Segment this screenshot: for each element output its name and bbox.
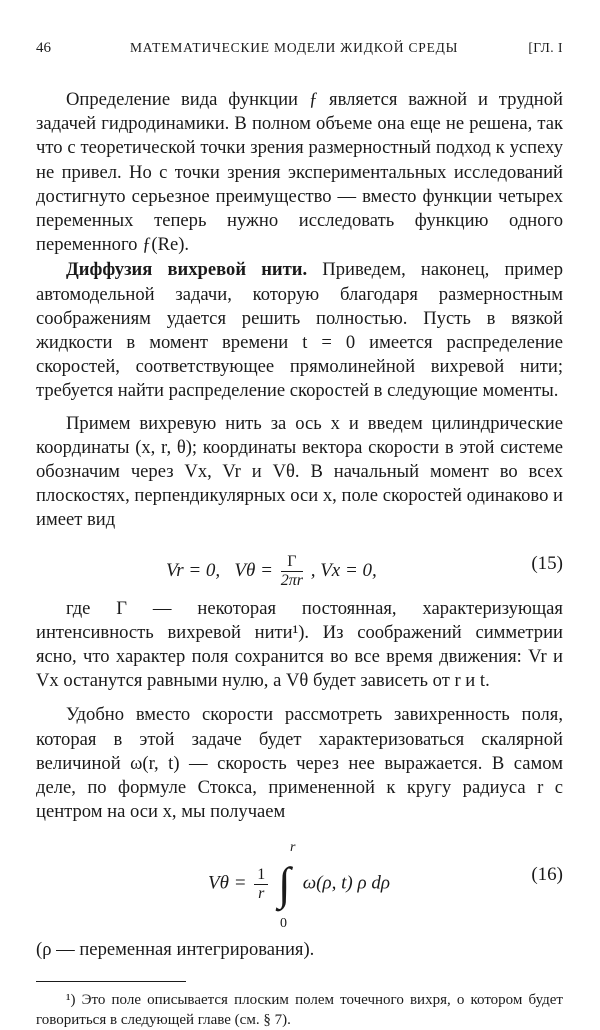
equation-16-body: [208, 840, 390, 932]
paragraph-cylindrical-coordinates: Примем вихревую нить за ось x и введем цилиндрические координаты (x, r, θ); координаты вектора скорости в этой системе обозначим через Vx, Vr и Vθ. В начальный момент во всех плоскостях, перпендикулярных оси x, поле скоростей одинаково и имеет вид: [36, 412, 563, 531]
integral-lower-limit: 0: [280, 916, 288, 932]
eq16-integrand: ω(ρ, t) ρ dρ: [302, 872, 390, 894]
paragraph-body: Приведем, наконец, пример автомодельной задачи, которую благодаря размерностным соображениям удается решить полностью. Пусть в вязкой жидкости в момент времени t = 0 имеется распределение скоростей, соответствующее прямолинейной вихревой нити; требуется найти распределение скоростей в следующие моменты.: [36, 259, 563, 402]
eq15-fraction: [281, 553, 303, 590]
paragraph-heading: Диффузия вихревой нити.: [66, 259, 308, 281]
page-number: 46: [36, 40, 51, 56]
equation-16: [36, 828, 563, 936]
running-header: [36, 30, 563, 56]
footnote: ¹) Это поле описывается плоским полем точечного вихря, о котором будет говориться в следующей главе (см. § 7).: [36, 991, 563, 1028]
paragraph-vortex-diffusion: [36, 258, 563, 403]
running-title: МАТЕМАТИЧЕСКИЕ МОДЕЛИ ЖИДКОЙ СРЕДЫ: [130, 40, 459, 55]
equation-15: [36, 537, 563, 595]
chapter-marker: [ГЛ. I: [528, 40, 563, 55]
paragraph-vorticity: Удобно вместо скорости рассмотреть завихренность поля, которая в этой задаче будет характеризоваться скалярной величиной ω(r, t) — скорость через нее выражается. В самом деле, по формуле Стокса, примененной к кругу радиуса r с центром на оси x, мы получаем: [36, 704, 563, 823]
eq15-denominator: 2πr: [280, 571, 303, 589]
equation-15-body: [166, 553, 377, 590]
paragraph-function-definition: Определение вида функции ƒ является важной и трудной задачей гидродинамики. В полном объеме она еще не решена, так что с теоретической точки зрения размерностный подход к успеху не привел. Но с точки зрения экспериментальных исследований достигнуто серьезное преимущество — вместо функции четырех переменных теперь нужно исследовать функцию одного переменного ƒ(Re).: [36, 89, 563, 256]
paragraph-symmetry: где Γ — некоторая постоянная, характеризующая интенсивность вихревой нити¹). Из соображений симметрии ясно, что характер поля сохранится во все время движения: Vr и Vx останутся равными нулю, а Vθ будет зависеть от r и t.: [36, 597, 563, 692]
eq15-lhs: Vθ =: [234, 559, 273, 581]
footnote-divider: [36, 981, 186, 982]
eq16-numerator: 1: [254, 866, 268, 885]
equation-15-number: (15): [531, 552, 563, 574]
integral-sign: ∫ r 0: [278, 840, 296, 932]
eq15-numerator: Γ: [281, 553, 303, 572]
eq15-part1: Vr = 0,: [166, 559, 221, 581]
eq16-fraction: [254, 866, 268, 903]
equation-16-number: (16): [531, 864, 563, 886]
eq15-part3: , Vx = 0,: [310, 559, 377, 581]
eq16-denominator: r: [258, 884, 265, 902]
paragraph-integration-variable: (ρ — переменная интегрирования).: [36, 939, 315, 961]
eq16-lhs: Vθ =: [208, 872, 247, 894]
integral-upper-limit: r: [290, 840, 296, 856]
book-page: [36, 30, 563, 1030]
